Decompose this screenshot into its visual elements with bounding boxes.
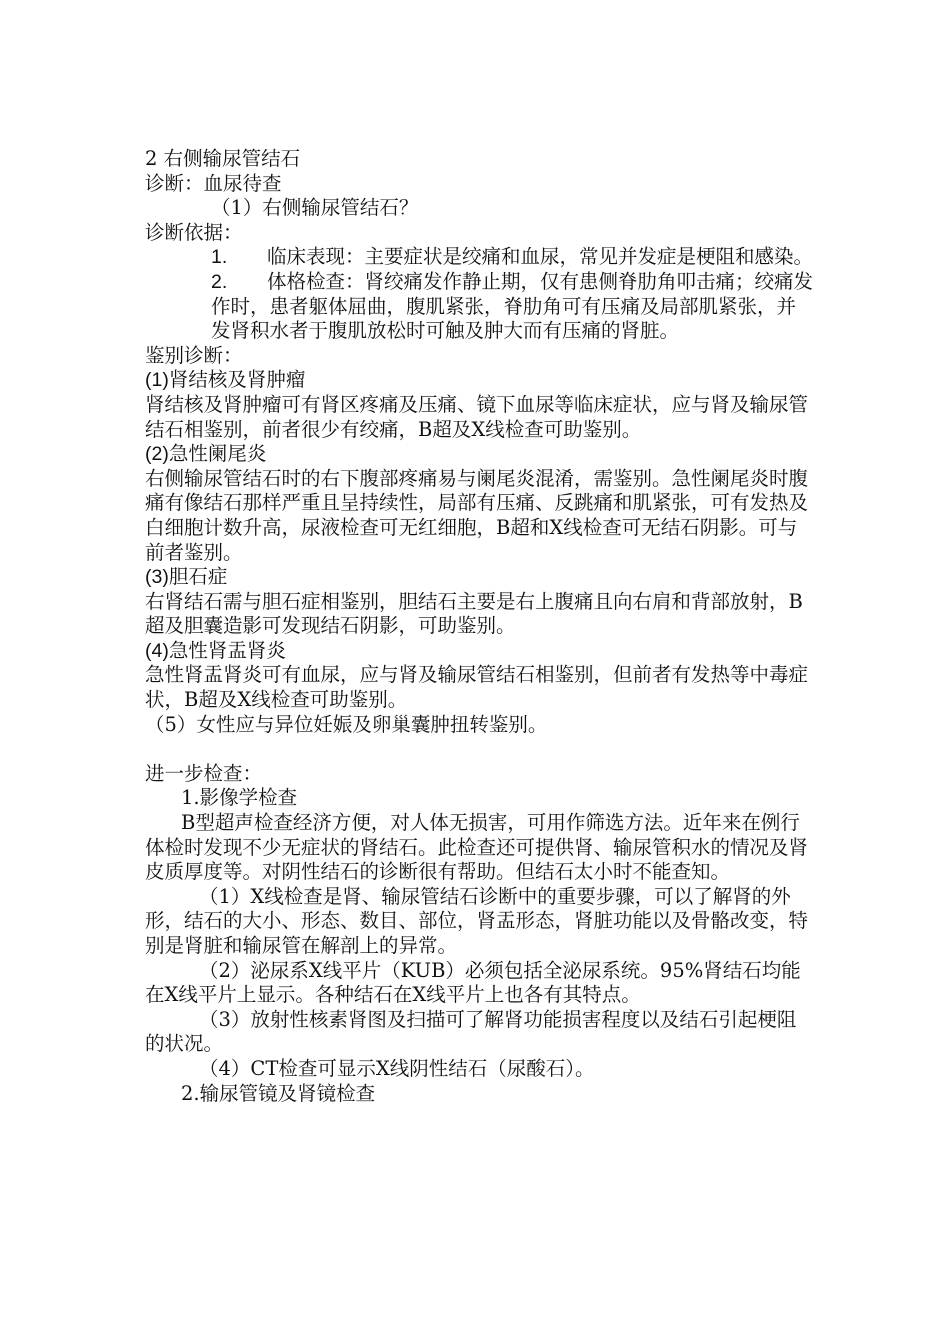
further-exam-label: 进一步检查： bbox=[145, 761, 263, 785]
ultrasound-paragraph: B型超声检查经济方便，对人体无损害，可用作筛选方法。近年来在例行体检时发现不少无症状的肾结石。此检查还可提供肾、输尿管积水的情况及肾皮质厚度等。对阴性结石的诊断很有帮助。但结石太小时不能查知。 bbox=[145, 811, 809, 884]
imaging-subheading: 1.影像学检查 bbox=[181, 786, 298, 810]
differential-title-4: (4)急性肾盂肾炎 bbox=[145, 639, 286, 662]
differential-title-2: (2)急性阑尾炎 bbox=[145, 443, 267, 466]
diagnosis-label: 诊断：血尿待查 bbox=[145, 171, 282, 195]
radionuclide-paragraph: （3）放射性核素肾图及扫描可了解肾功能损害程度以及结石引起梗阻的状况。 bbox=[145, 1007, 797, 1056]
endoscopy-subheading: 2.输尿管镜及肾镜检查 bbox=[181, 1081, 376, 1105]
differential-body-4: 急性肾盂肾炎可有血尿，应与肾及输尿管结石相鉴别，但前者有发热等中毒症状，B超及X线检查可助鉴别。 bbox=[145, 663, 809, 712]
differential-label: 鉴别诊断： bbox=[145, 343, 243, 367]
basis-item-text: 临床表现：主要症状是绞痛和血尿，常见并发症是梗阻和感染。 bbox=[267, 245, 814, 269]
differential-item-5: （5）女性应与异位妊娠及卵巢囊肿扭转鉴别。 bbox=[145, 712, 548, 736]
ct-paragraph: （4）CT检查可显示X线阴性结石（尿酸石）。 bbox=[199, 1056, 595, 1080]
differential-title-3: (3)胆石症 bbox=[145, 566, 228, 589]
section-heading: 2 右侧输尿管结石 bbox=[145, 147, 301, 170]
basis-item-number: 2. bbox=[211, 270, 228, 293]
xray-paragraph: （1）X线检查是肾、输尿管结石诊断中的重要步骤，可以了解肾的外形，结石的大小、形态、数目、部位，肾盂形态，肾脏功能以及骨骼改变，特别是肾脏和输尿管在解剖上的异常。 bbox=[145, 884, 809, 957]
basis-label: 诊断依据： bbox=[145, 220, 243, 244]
blank-line bbox=[145, 737, 815, 762]
differential-body-2: 右侧输尿管结石时的右下腹部疼痛易与阑尾炎混淆，需鉴别。急性阑尾炎时腹痛有像结石那样严重且呈持续性，局部有压痛、反跳痛和肌紧张，可有发热及白细胞计数升高，尿液检查可无红细胞，B超和X线检查可无结石阴影。可与前者鉴别。 bbox=[145, 466, 809, 564]
differential-title-1: (1)肾结核及肾肿瘤 bbox=[145, 369, 306, 392]
differential-body-1: 肾结核及肾肿瘤可有肾区疼痛及压痛、镜下血尿等临床症状，应与肾及输尿管结石相鉴别，前者很少有绞痛，B超及X线检查可助鉴别。 bbox=[145, 392, 809, 441]
basis-item-2 bbox=[145, 270, 815, 344]
document-page bbox=[145, 147, 815, 1106]
basis-item-number: 1. bbox=[211, 246, 228, 269]
basis-item-1 bbox=[145, 245, 815, 270]
kub-paragraph: （2）泌尿系X线平片（KUB）必须包括全泌尿系统。95%肾结石均能在X线平片上显示。各种结石在X线平片上也各有其特点。 bbox=[145, 958, 801, 1007]
differential-body-3: 右肾结石需与胆石症相鉴别，胆结石主要是右上腹痛且向右肩和背部放射，B超及胆囊造影可发现结石阴影，可助鉴别。 bbox=[145, 589, 803, 638]
basis-item-text: 体格检查：肾绞痛发作静止期，仅有患侧脊肋角叩击痛；绞痛发作时，患者躯体屈曲，腹肌紧张，脊肋角可有压痛及局部肌紧张，并发肾积水者于腹肌放松时可触及肿大而有压痛的肾脏。 bbox=[211, 269, 814, 343]
diagnosis-item: （1）右侧输尿管结石？ bbox=[211, 196, 419, 220]
